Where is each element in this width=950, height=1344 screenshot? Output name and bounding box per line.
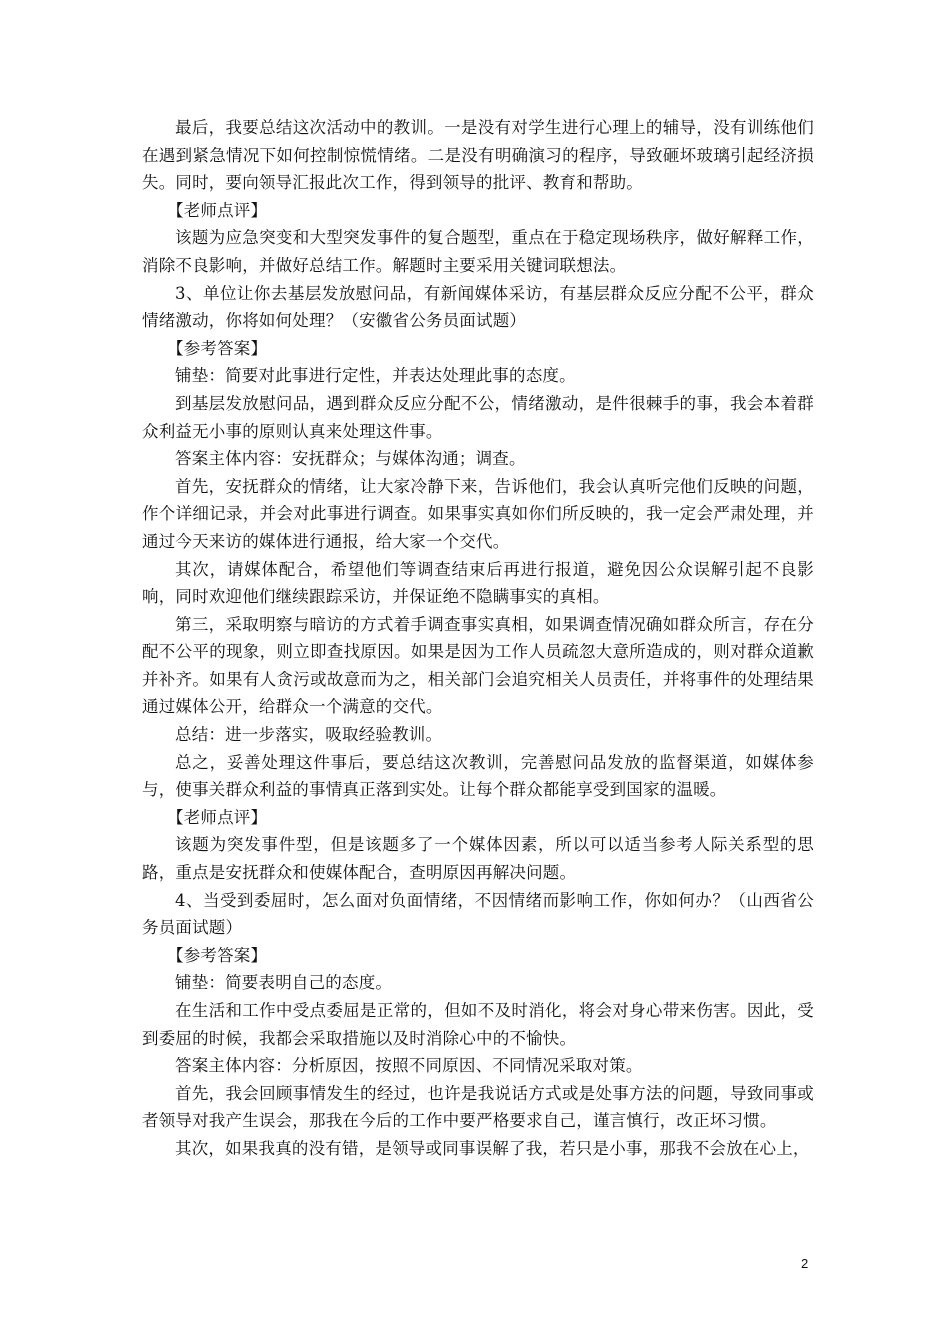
paragraph-conclusion: 总之，妥善处理这件事后，要总结这次教训，完善慰问品发放的监督渠道，如媒体参与，使事关群众利益的事情真正落到实处。让每个群众都能享受到国家的温暖。 [142, 752, 814, 800]
teacher-comment-heading-2: 【老师点评】 [167, 807, 268, 827]
page-number: 2 [801, 1256, 809, 1271]
paragraph-grievance: 在生活和工作中受点委屈是正常的，但如不及时消化，将会对身心带来伤害。因此，受到委屈的时候，我都会采取措施以及时消除心中的不愉快。 [142, 1001, 814, 1048]
teacher-comment-heading: 【老师点评】 [167, 200, 268, 220]
paragraph-third: 第三，采取明察与暗访的方式着手调查事实真相，如果调查情况确如群众所言，存在分配不公平的现象，则立即查找原因。如果是因为工作人员疏忽大意所造成的，则对群众道歉并补齐。如果有人贪污或故意而为之，相关部门会追究相关人员责任，并将事件的处理结果通过媒体公开，给群众一个满意的交代。 [142, 614, 814, 717]
document-body [142, 114, 814, 1163]
question-3: 3、单位让你去基层发放慰问品，有新闻媒体采访，有基层群众反应分配不公平，群众情绪激动，你将如何处理？（安徽省公务员面试题） [142, 283, 814, 331]
paragraph-conclusion-label: 总结：进一步落实，吸取经验教训。 [175, 725, 443, 745]
paragraph-answer-main-2: 答案主体内容：分析原因，按照不同原因、不同情况采取对策。 [175, 1056, 643, 1076]
paragraph-attitude: 到基层发放慰问品，遇到群众反应分配不公，情绪激动，是件很棘手的事，我会本着群众利益无小事的原则认真来处理这件事。 [142, 393, 814, 441]
paragraph-teacher-comment-2: 该题为突发事件型，但是该题多了一个媒体因素，所以可以适当参考人际关系型的思路，重点是安抚群众和使媒体配合，查明原因再解决问题。 [142, 835, 814, 883]
paragraph-summary-lessons: 最后，我要总结这次活动中的教训。一是没有对学生进行心理上的辅导，没有训练他们在遇到紧急情况下如何控制惊慌情绪。二是没有明确演习的程序，导致砸坏玻璃引起经济损失。同时，要向领导汇报此次工作，得到领导的批评、教育和帮助。 [142, 118, 814, 193]
paragraph-answer-main: 答案主体内容：安抚群众；与媒体沟通；调查。 [175, 449, 526, 469]
paragraph-second: 其次，请媒体配合，希望他们等调查结束后再进行报道，避免因公众误解引起不良影响，同时欢迎他们继续跟踪采访，并保证绝不隐瞒事实的真相。 [142, 559, 814, 607]
reference-answer-heading-2: 【参考答案】 [167, 945, 268, 965]
reference-answer-heading: 【参考答案】 [167, 338, 268, 358]
paragraph-first: 首先，安抚群众的情绪，让大家冷静下来，告诉他们，我会认真听完他们反映的问题，作个详细记录，并会对此事进行调查。如果事实真如你们所反映的，我一定会严肃处理，并通过今天来访的媒体进行通报，给大家一个交代。 [142, 476, 814, 551]
paragraph-first-2: 首先，我会回顾事情发生的经过，也许是我说话方式或是处事方法的问题，导致同事或者领导对我产生误会，那我在今后的工作中要严格要求自己，谨言慎行，改正坏习惯。 [142, 1083, 814, 1131]
paragraph-foundation: 铺垫：简要对此事进行定性，并表达处理此事的态度。 [175, 366, 576, 386]
question-4: 4、当受到委屈时，怎么面对负面情绪，不因情绪而影响工作，你如何办？（山西省公务员面试题） [142, 890, 814, 938]
paragraph-teacher-comment: 该题为应急突变和大型突发事件的复合题型，重点在于稳定现场秩序，做好解释工作，消除不良影响，并做好总结工作。解题时主要采用关键词联想法。 [142, 228, 814, 275]
paragraph-foundation-2: 铺垫：简要表明自己的态度。 [175, 973, 393, 993]
paragraph-second-2: 其次，如果我真的没有错，是领导或同事误解了我，若只是小事，那我不会放在心上， [175, 1138, 810, 1158]
